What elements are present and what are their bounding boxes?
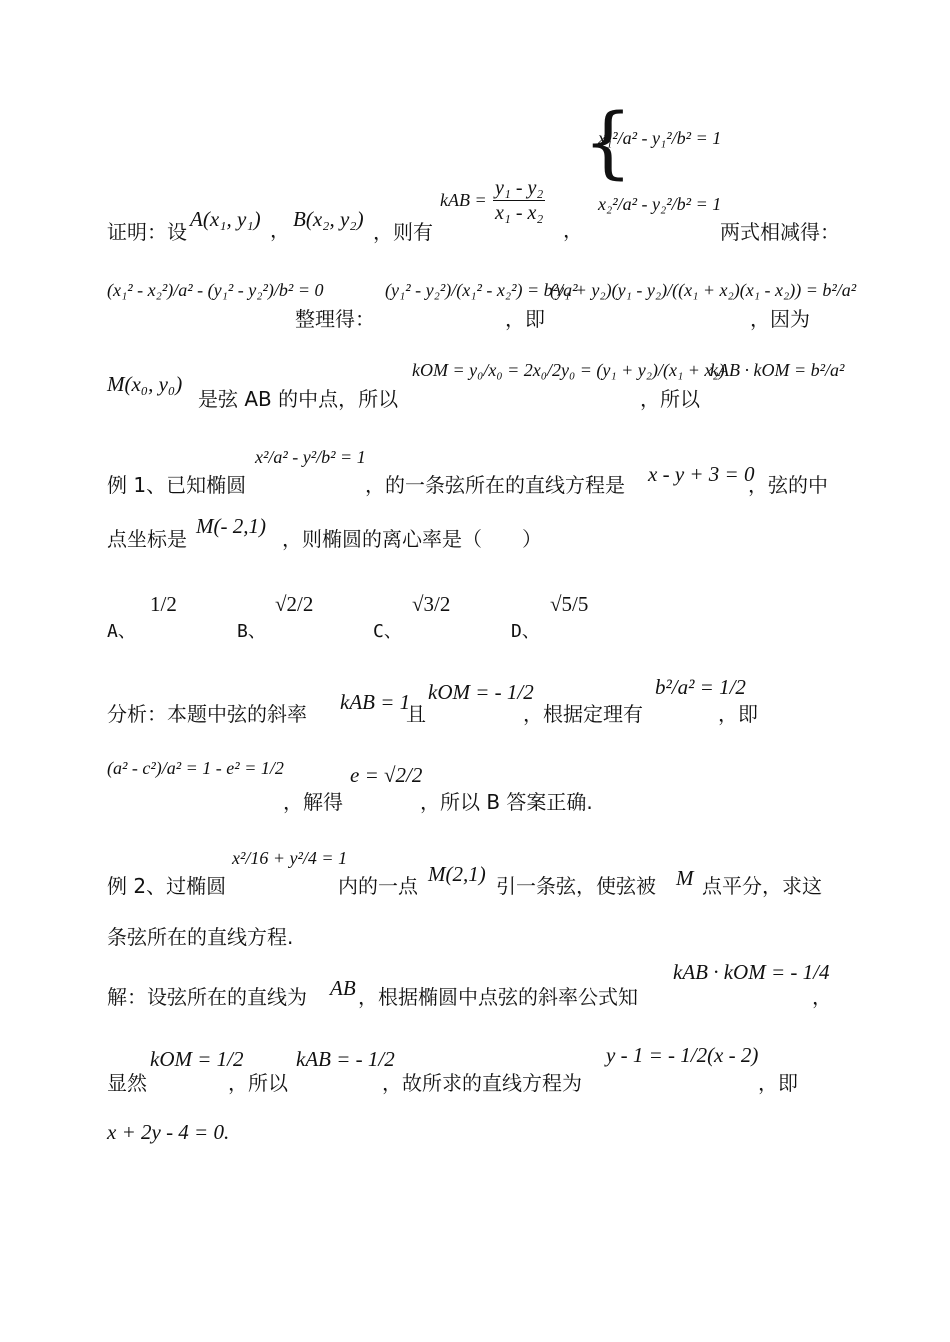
- kab-num: y₁ - y₂: [495, 177, 544, 199]
- namely-text: ，即: [505, 307, 545, 331]
- analysis-kom: kOM = - 1/2: [428, 680, 534, 704]
- ratio-equation: (y₁² - y₂²)/(x₁² - x₂²) = b²/a²: [385, 280, 578, 300]
- comma: ，: [563, 218, 583, 242]
- analysis-ratio: b²/a² = 1/2: [655, 675, 746, 699]
- kab-fraction: [493, 176, 545, 225]
- e-result: e = √2/2: [350, 763, 423, 787]
- so-text: ，所以: [640, 387, 700, 411]
- theorem-text: ，根据定理有: [523, 702, 643, 726]
- midpoint-m: M(x₀, y₀): [107, 372, 183, 396]
- line-equation: y - 1 = - 1/2(x - 2): [606, 1043, 759, 1067]
- and-text: 且: [406, 702, 426, 726]
- example1-line: x - y + 3 = 0: [648, 462, 755, 486]
- solution-product: kAB · kOM = - 1/4: [673, 960, 830, 984]
- final-equation: x + 2y - 4 = 0.: [107, 1120, 230, 1144]
- proof-intro: 证明：设: [107, 220, 187, 244]
- option-d-letter[interactable]: D、: [511, 621, 540, 642]
- point-a: A(x₁, y₁): [190, 207, 261, 231]
- system-brace: {: [583, 98, 633, 188]
- eccentricity-equation: (a² - c²)/a² = 1 - e² = 1/2: [107, 758, 284, 778]
- point-b: B(x₂, y₂): [293, 207, 364, 231]
- example2-point: M(2,1): [428, 862, 486, 886]
- example1-text2: ，弦的中: [748, 473, 828, 497]
- analysis-text: 分析：本题中弦的斜率: [107, 702, 307, 726]
- answer-text: ，所以 B 答案正确.: [420, 790, 593, 814]
- option-c-value: √3/2: [412, 592, 451, 616]
- example2-label: 例 2、过椭圆: [107, 874, 227, 898]
- is-midpoint-text: 是弦 AB 的中点，所以: [198, 387, 399, 411]
- example1-text4: ，则椭圆的离心率是（ ）: [282, 527, 542, 551]
- example1-text3: 点坐标是: [107, 527, 187, 551]
- obvious-text: 显然: [107, 1071, 147, 1095]
- so-text: ，所以: [228, 1071, 288, 1095]
- organize-text: 整理得：: [295, 307, 375, 331]
- solution-text1: 解：设弦所在的直线为: [107, 985, 307, 1009]
- option-a-value: 1/2: [150, 592, 177, 616]
- example2-text2: 引一条弦，使弦被: [496, 874, 656, 898]
- because-text: ，因为: [750, 307, 810, 331]
- subtract-text: 两式相减得：: [720, 220, 840, 244]
- comma: ，: [270, 218, 290, 242]
- example1-label: 例 1、已知椭圆: [107, 473, 247, 497]
- comma: ，: [812, 985, 832, 1009]
- example1-text1: ，的一条弦所在的直线方程是: [365, 473, 625, 497]
- option-c-letter[interactable]: C、: [373, 621, 402, 642]
- option-a-letter[interactable]: A、: [107, 621, 136, 642]
- example2-text3: 点平分，求这: [702, 874, 822, 898]
- kom-equation: kOM = y₀/x₀ = 2x₀/2y₀ = (y₁ + y₂)/(x₁ + x₂): [412, 360, 725, 380]
- then-text: ，则有: [373, 220, 433, 244]
- example2-text4: 条弦所在的直线方程.: [107, 925, 294, 949]
- line-text: ，故所求的直线方程为: [382, 1071, 582, 1095]
- solve-text: ，解得: [283, 790, 343, 814]
- solution-kab: kAB = - 1/2: [296, 1047, 395, 1071]
- ji-text: ，即: [718, 702, 758, 726]
- option-b-value: √2/2: [275, 592, 314, 616]
- solution-kom: kOM = 1/2: [150, 1047, 244, 1071]
- solution-text2: ，根据椭圆中点弦的斜率公式知: [358, 985, 638, 1009]
- example2-ellipse: x²/16 + y²/4 = 1: [232, 848, 348, 868]
- analysis-kab: kAB = 1: [340, 690, 411, 714]
- kab-label: kAB =: [440, 190, 487, 210]
- example1-midpoint: M(- 2,1): [196, 514, 266, 538]
- product-equation: kAB · kOM = b²/a²: [710, 360, 845, 380]
- option-d-value: √5/5: [550, 592, 589, 616]
- example2-m: M: [676, 866, 694, 890]
- example2-text1: 内的一点: [338, 874, 418, 898]
- factored-equation: (y₁ + y₂)(y₁ - y₂)/((x₁ + x₂)(x₁ - x₂)) = b²/a²: [550, 280, 857, 300]
- kab-den: x₁ - x₂: [495, 202, 544, 224]
- system-eq1: x₁²/a² - y₁²/b² = 1: [598, 128, 722, 148]
- solution-ab: AB: [330, 976, 356, 1000]
- option-b-letter[interactable]: B、: [237, 621, 266, 642]
- diff-equation: (x₁² - x₂²)/a² - (y₁² - y₂²)/b² = 0: [107, 280, 324, 300]
- system-eq2: x₂²/a² - y₂²/b² = 1: [598, 194, 722, 214]
- example1-ellipse: x²/a² - y²/b² = 1: [255, 447, 366, 467]
- ji-text: ，即: [758, 1071, 798, 1095]
